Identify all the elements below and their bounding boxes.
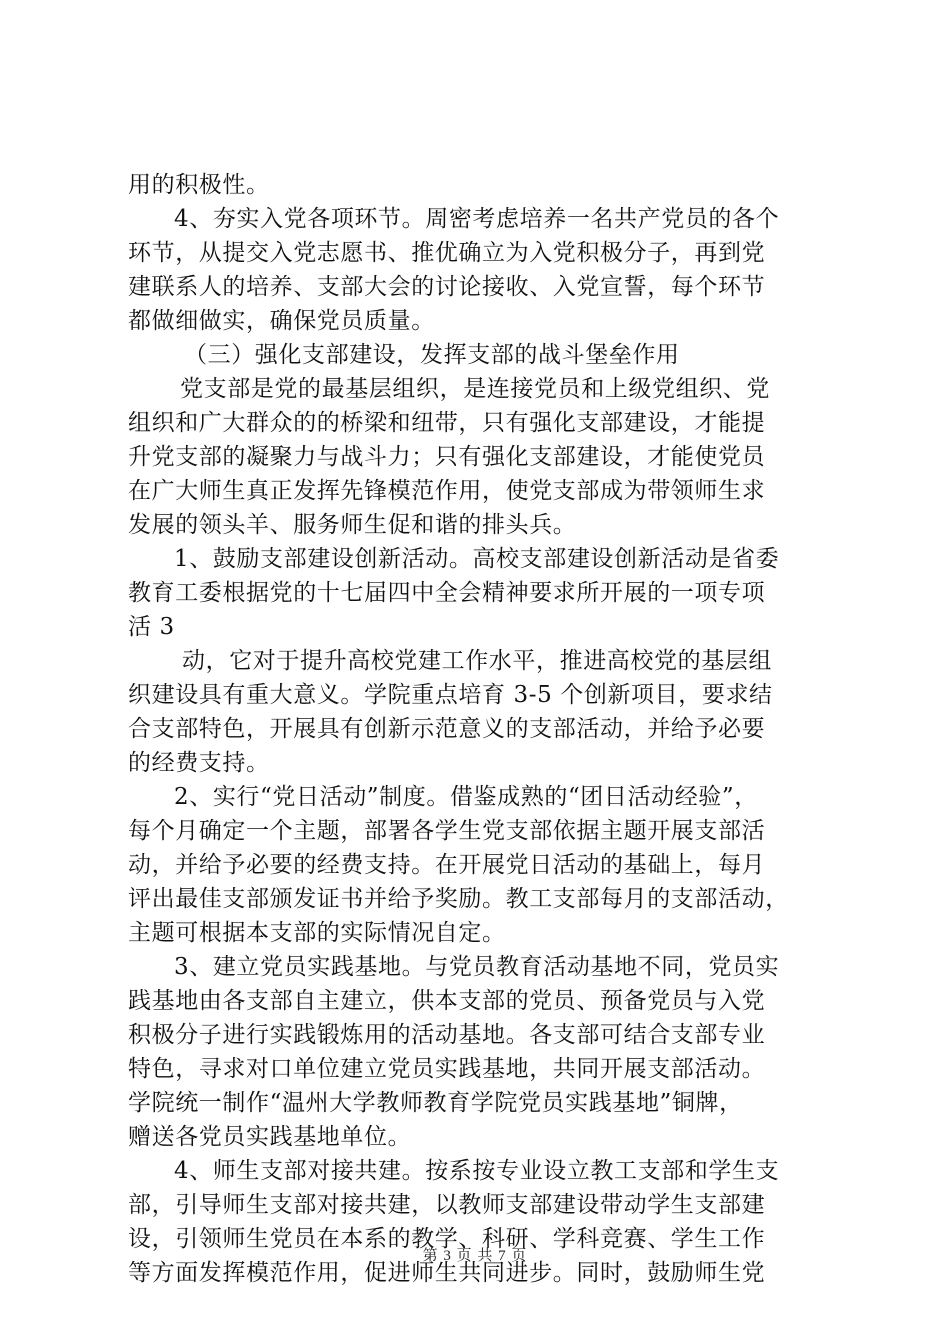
text-line: 3、建立党员实践基地。与党员教育活动基地不同，党员实: [174, 954, 780, 980]
text-line: 环节，从提交入党志愿书、推优确立为入党积极分子，再到党: [128, 240, 766, 266]
text-line: 升党支部的凝聚力与战斗力；只有强化支部建设，才能使党员: [128, 444, 766, 470]
text-line: 建联系人的培养、支部大会的讨论接收、入党宣誓，每个环节: [128, 274, 766, 300]
text-line: 部，引导师生支部对接共建，以教师支部建设带动学生支部建: [128, 1192, 766, 1218]
text-line: 践基地由各支部自主建立，供本支部的党员、预备党员与入党: [128, 988, 766, 1014]
text-line: 动，它对于提升高校党建工作水平，推进高校党的基层组: [182, 648, 772, 674]
text-line: 4、师生支部对接共建。按系按专业设立教工支部和学生支: [174, 1158, 780, 1184]
text-line: 组织和广大群众的的桥梁和纽带，只有强化支部建设，才能提: [128, 410, 766, 436]
text-line: 学院统一制作“温州大学教师教育学院党员实践基地”铜牌，: [128, 1090, 743, 1116]
text-line: 1、鼓励支部建设创新活动。高校支部建设创新活动是省委: [174, 546, 780, 572]
page-number-footer: 第 3 页 共 7 页: [422, 1248, 528, 1264]
text-line: 织建设具有重大意义。学院重点培育 3-5 个创新项目，要求结: [128, 682, 773, 708]
text-line: 在广大师生真正发挥先锋模范作用，使党支部成为带领师生求: [128, 478, 766, 504]
text-line: 等方面发挥模范作用，促进师生共同进步。同时，鼓励师生党: [128, 1260, 766, 1286]
text-line: 每个月确定一个主题，部署各学生党支部依据主题开展支部活: [128, 818, 766, 844]
text-line: 4、夯实入党各项环节。周密考虑培养一名共产党员的各个: [174, 206, 780, 232]
document-body: [128, 168, 838, 1290]
text-line: 教育工委根据党的十七届四中全会精神要求所开展的一项专项: [128, 580, 766, 606]
text-line: 设，引领师生党员在本系的教学、科研、学科竞赛、学生工作: [128, 1226, 766, 1252]
text-line: 党支部是党的最基层组织，是连接党员和上级党组织、党: [180, 376, 770, 402]
text-line: 的经费支持。: [128, 750, 270, 776]
text-line: 积极分子进行实践锻炼用的活动基地。各支部可结合支部专业: [128, 1022, 766, 1048]
text-line: 主题可根据本支部的实际情况自定。: [128, 920, 506, 946]
text-line: 评出最佳支部颁发证书并给予奖励。教工支部每月的支部活动，: [128, 886, 789, 912]
text-line: 合支部特色，开展具有创新示范意义的支部活动，并给予必要: [128, 716, 766, 742]
text-line: 2、实行“党日活动”制度。借鉴成熟的“团日活动经验”，: [174, 784, 758, 810]
text-line: 发展的领头羊、服务师生促和谐的排头兵。: [128, 512, 577, 538]
text-line: 特色，寻求对口单位建立党员实践基地，共同开展支部活动。: [128, 1056, 766, 1082]
text-line: 都做细做实，确保党员质量。: [128, 308, 435, 334]
text-line: 赠送各党员实践基地单位。: [128, 1124, 412, 1150]
text-line: 用的积极性。: [128, 172, 270, 198]
section-heading: （三）强化支部建设，发挥支部的战斗堡垒作用: [184, 342, 680, 368]
text-line: 活 3: [128, 614, 175, 640]
text-line: 动，并给予必要的经费支持。在开展党日活动的基础上，每月: [128, 852, 766, 878]
